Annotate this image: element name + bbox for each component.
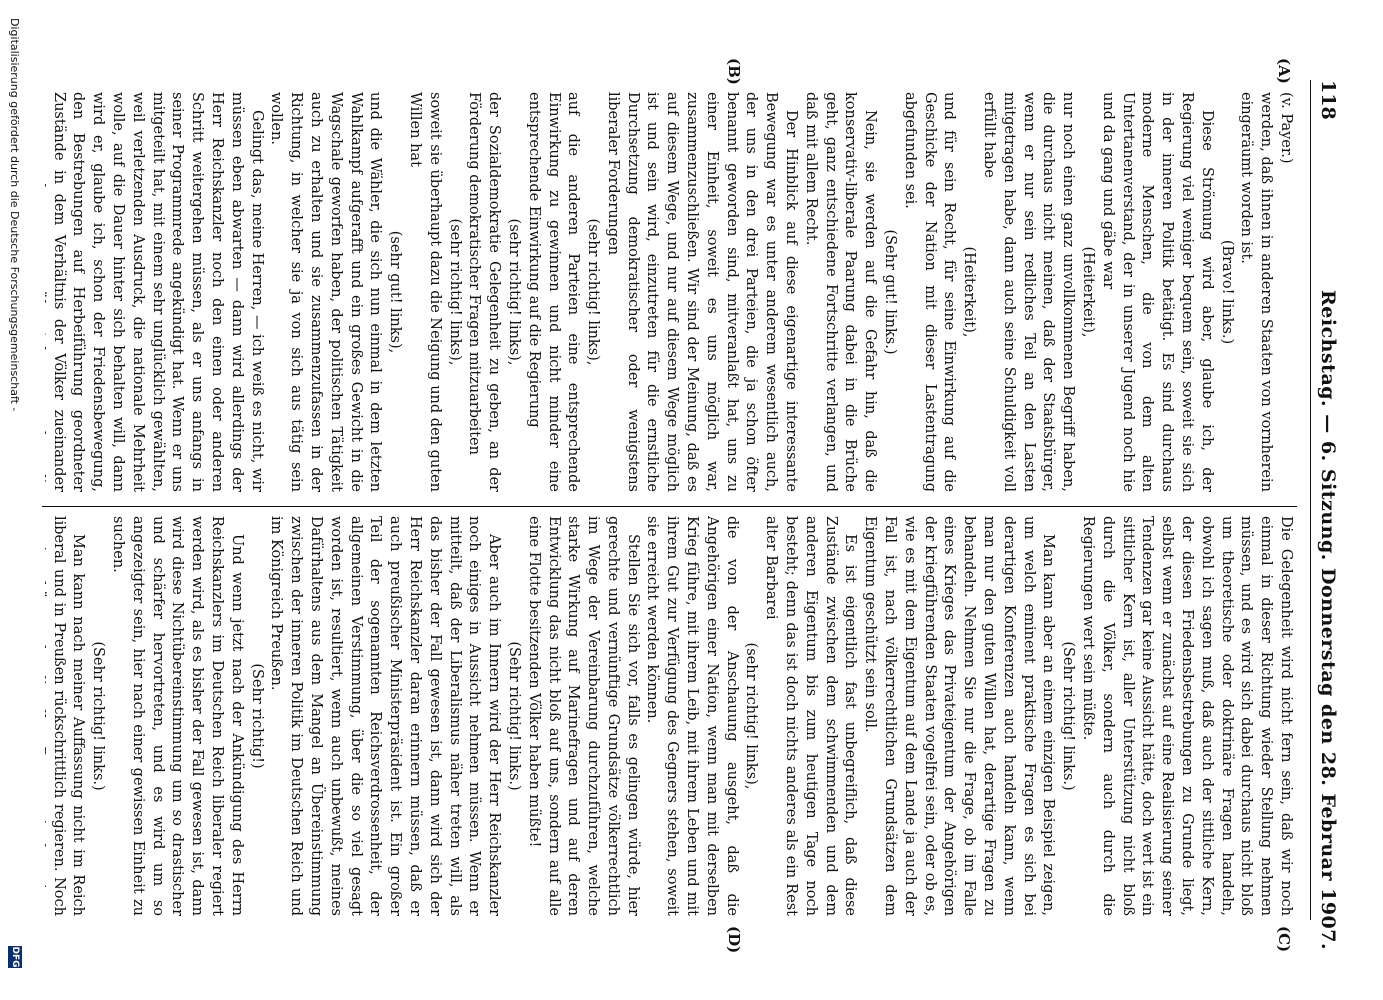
paragraph: und die Wähler, die sich nun einmal in dem letzten Wahlkampf aufgerafft und ein großes Gewicht in die Wagschale geworfen haben, der politischen Tätigkeit auch zu erhalten und sie zusammenzufassen in der Richtung, in welcher sie ja von sich aus tätig sein wollen. [268,92,384,492]
paragraph: Es ist eigentlich fast unbegreiflich, daß diese Zustände zwischen dem schwimmenden und dem anderen Eigentum bis zum heutigen Tage noch besteht; denn das ist doch nichts anderes als ein Rest alter Barbarei [763,516,859,916]
audience-reaction: (Heiterkeit), [961,246,978,338]
paragraph: Gelingt das, meine Herren, — ich weiß es nicht, wir müssen eben abwarten — dann wird allerdings der Herr Reichskanzler noch den einen oder anderen Schritt weitergehen müssen, als er uns anfangs in seiner Programmrede angekündigt hat. Wenn er uns mitgeteilt hat, mit einem sehr unglücklich gewählten, weil verletzenden Ausdruck, die nationale Mehrheit wolle, auf die Dauer hinter sich behalten will, dann wird er, glaube ich, schon der Friedensbewegung, den Bestrebungen auf Herbeiführung geordneter Zustände in dem Verhältnis der Völker zueinander [50,92,265,492]
paragraph: auf die anderen Parteien eine entsprechende Einwirkung zu gewinnen und nicht minder eine entsprechende Einwirkung auf die Regierung [525,92,582,492]
left-column [45,92,1295,492]
audience-reaction: (sehr richtig! links), [446,218,463,366]
paragraph: Diese Strömung wird aber, glaube ich, der Regierung viel weniger bequem sein, soweit sie sich in der inneren Politik betätigt. Es sind durchaus moderne Menschen, die von dem alten Untertanenverstand, der in unserer Jugend noch hie und da gang und gäbe war [1099,92,1215,492]
margin-mark-a: (A) [1275,58,1293,84]
margin-mark-c: (C) [1275,926,1293,953]
paragraph: Man kann aber an einem einzigen Beispiel zeigen, um welch eminent praktische Fragen es sich bei derartigen Konferenzen auch handeln kann, wenn man nur den guten Willen hat, derartige Fragen zu behandeln. Nehmen Sie nur die Frage, ob im Falle eines Krieges das Privateigentum der Angehörigen der kriegführenden Staaten vogelfrei sein, oder ob es, wie es mit dem Eigentum auf dem Lande ja auch der Fall ist, nach völkerrechtlichen Grundsätzen dem Eigentum geschützt sein soll. [862,516,1057,916]
paragraph: Man kann nach meiner Auffassung nicht im Reich liberal und in Preußen rückschrittlich regieren. Noch [50,516,87,916]
audience-reaction: (Heiterkeit), [1080,246,1097,338]
speaker-label: (v. Payer.) [1278,92,1294,164]
paragraph: Stellen Sie sich vor, falls es gelingen würde, hier gerechte und vernünftige Grundsätze völkerrechtlich im Wege der Vereinbarung durchzuführen, welche starke Wirkung auf Marinefragen und auf deren Entwicklung das nicht bloß auf uns, sondern auf alle eine Flotte besitzenden Völker haben müßte! [525,516,641,916]
audience-reaction: (Bravo! links.) [1218,239,1235,345]
paragraph: soweit sie überhaupt dazu die Neigung und den guten Willen hat [406,92,443,492]
audience-reaction: (Sehr richtig! links.) [1060,641,1077,791]
paragraph: werden, daß ihnen in anderen Staaten von vornherein eingeräumt worden ist. [1238,92,1275,492]
page-number: 118 [1317,80,1339,120]
audience-reaction: (sehr richtig! links), [743,642,760,790]
running-head: Reichstag. — 6. Sitzung. Donnerstag den 28. Februar 1907. [1317,290,1339,951]
paragraph: die von der Anschauung ausgeht, daß die Angehörigen einer Nation, wenn man mit derselben Krieg führe, mit ihrem Leib, mit ihrem Leben und mit ihrem Gut zur Verfügung des Gegners stehen, soweit sie erreicht werden können. [644,516,740,916]
paragraph: Die Gelegenheit wird nicht fern sein, daß wir noch einmal in dieser Richtung wieder Stellung nehmen müssen, und es wird sich dabei durchaus nicht bloß um theoretische oder doktrinäre Fragen handeln, obwohl ich sagen muß, daß auch der sittliche Kern, der diesen Friedensbestrebungen zu Grunde liegt, selbst wenn er zunächst auf eine Realisierung seiner Tendenzen gar keine Aussicht hätte, doch wert ist ein sittlicher Kern ist, aller Unterstützung nicht bloß durch die Völker, sondern auch durch die Regierungen wert sein müßte. [1080,516,1294,916]
footer-credit-text: Digitalisierung gefördert durch die Deutsche Forschungsgemeinschaft - [8,18,21,412]
margin-mark-b: (B) [725,58,743,85]
margin-mark-d: (D) [725,926,743,954]
paragraph: Und wenn jetzt nach der Ankündigung des Herrn Reichskanzlers im Deutschen Reich liberaler regiert werden wird, als es bisher der Fall gewesen ist, dann wird diese Nichtübereinstimmung um so drastischer und schärfer hervortreten, und es wird um so angezeigter sein, hier nach einer gewissen Einheit zu suchen. [109,516,245,916]
paragraph: der Sozialdemokratie Gelegenheit zu geben, an der Förderung demokratischer Fragen mitzuarbeiten [466,92,503,492]
column-divider [42,506,1297,507]
digitization-footer [0,0,27,1000]
right-column [45,516,1295,916]
paragraph: Aber auch im Innern wird der Herr Reichskanzler noch einiges in Aussicht nehmen müssen. Wenn er mitteilt, daß der Liberalismus näher treten will, als das bisher der Fall gewesen ist, dann wird sich der Herr Reichskanzler daran erinnern müssen, daß er auch preußischer Ministerpräsident ist. Ein großer Teil der sogenannten Reichsverdrossenheit, der allgemeinen Verstimmung, über die so viel gesagt worden ist, resultiert, wenn auch unbewußt, meines Dafürhaltens aus dem Mangel an Übereinstimmung zwischen der inneren Politik im Deutschen Reich und im Königreich Preußen. [268,516,503,916]
page-header [1310,80,1341,951]
audience-reaction: (sehr richtig! links), [505,218,522,366]
paragraph: Nein, sie werden auf die Gefahr hin, daß die konservativ-liberale Paarung dabei in die Brüche geht, ganz entschiedene Fortschritte verlangen, und daß mit allem Recht. [802,92,879,492]
paragraph: Der Hinblick auf diese eigenartige interessante Bewegung war es unter anderem wesentlich auch, der uns in den drei Parteien, die ja schon öfter benannt geworden sind, mitveranlaßt hat, uns zu einer Einheit, soweit es uns möglich war, zusammenzuschließen. Wir sind der Meinung, daß es auf diesem Wege, und nur auf diesem Wege möglich ist und sein wird, einzutreten für die ernstliche Durchsetzung demokratischer oder wenigstens liberaler Forderungen [604,92,800,492]
audience-reaction: (Sehr richtig!) [248,663,265,769]
audience-reaction: (Sehr richtig! links.) [505,641,522,791]
paragraph: und für sein Recht, für seine Einwirkung auf die Geschicke der Nation mit dieser Lastentragung abgefunden sei. [901,92,958,492]
paragraph: nur noch einen ganz unvollkommenen Begriff haben, die durchaus nicht meinen, daß der Staatsbürger, wenn er nur sein redliches Teil an den Lasten mitgetragen habe, dann auch seine Schuldigkeit voll erfüllt habe [981,92,1077,492]
audience-reaction: (sehr richtig! links), [585,218,602,366]
audience-reaction: (Sehr gut! links.) [882,229,899,355]
audience-reaction: (Sehr richtig! links.) [90,641,107,791]
audience-reaction: (sehr gut! links), [387,230,404,354]
dfg-logo: DFG [10,946,20,968]
